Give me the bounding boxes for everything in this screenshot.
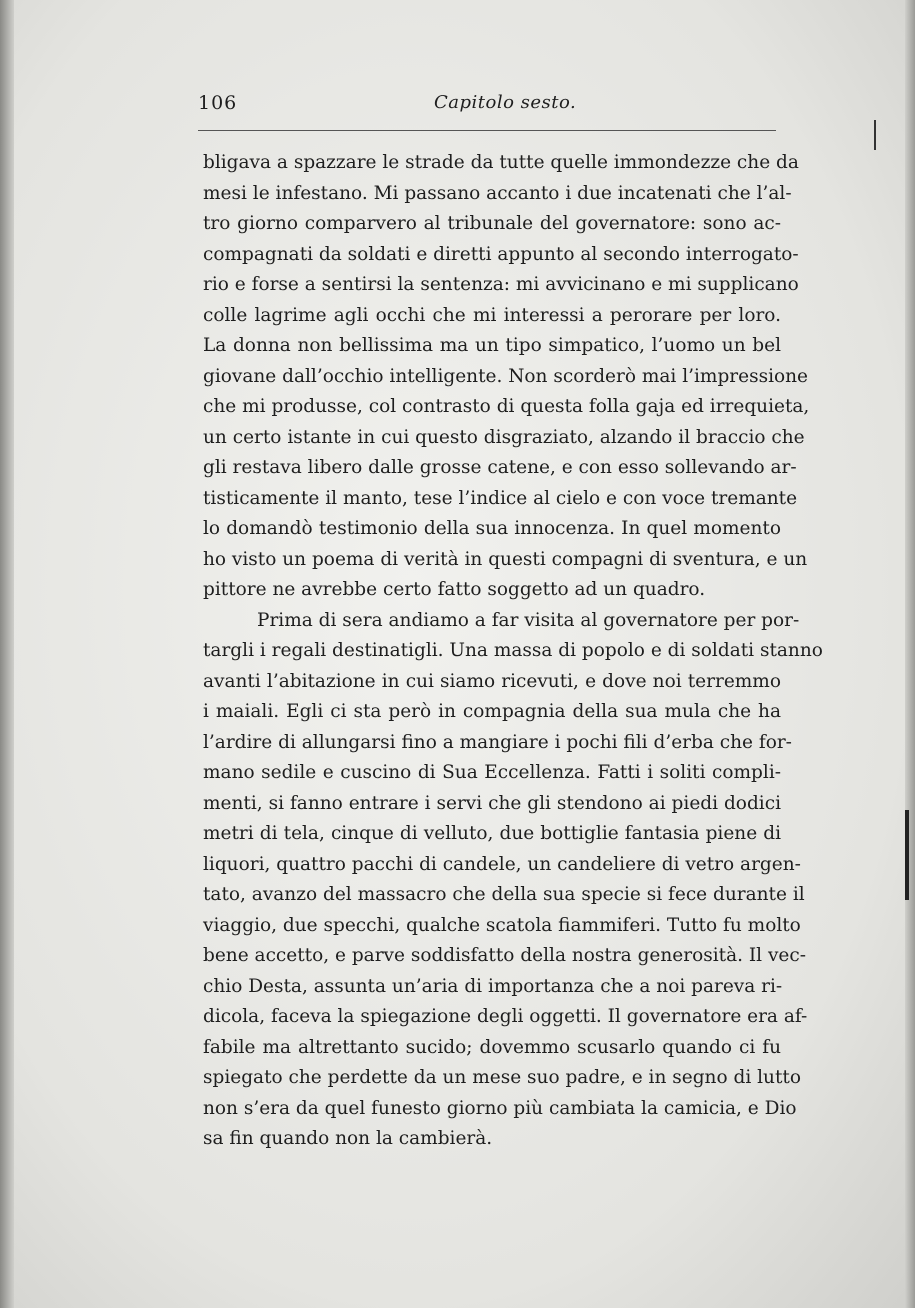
text-line: un certo istante in cui questo disgraziato, alzando il braccio che [203,426,805,448]
page-number: 106 [198,92,238,114]
text-line: gli restava libero dalle grosse catene, e con esso sollevando ar- [203,457,797,478]
text-line: ho visto un poema di verità in questi compagni di sventura, e un [203,548,808,570]
text-line: tro giorno comparvero al tribunale del governatore: sono ac- [203,213,781,234]
text-line: mano sedile e cuscino di Sua Eccellenza. Fatti i soliti compli- [203,762,781,783]
text-line: i maiali. Egli ci sta però in compagnia della sua mula che ha [203,701,781,722]
text-line: tato, avanzo del massacro che della sua specie si fece durante il [203,884,805,905]
text-line: bene accetto, e parve soddisfatto della nostra generosità. Il vec- [203,945,806,966]
text-line: colle lagrime agli occhi che mi interessi a perorare per loro. [203,304,781,326]
text-line: sa fin quando non la cambierà. [203,1128,493,1149]
paragraph [203,606,823,1155]
text-line: tisticamente il manto, tese l’indice al cielo e con voce tremante [203,487,798,509]
text-line: avanti l’abitazione in cui siamo ricevuti, e dove noi terremmo [203,670,781,692]
page-edge [905,0,915,1308]
text-line: fabile ma altrettanto sucido; dovemmo scusarlo quando ci fu [203,1036,781,1058]
text-line: rio e forse a sentirsi la sentenza: mi avvicinano e mi supplicano [203,274,799,295]
header-rule [198,130,776,131]
text-line: giovane dall’occhio intelligente. Non scorderò mai l’impressione [203,365,809,387]
text-line: bligava a spazzare le strade da tutte quelle immondezze che da [203,152,799,173]
text-line: La donna non bellissima ma un tipo simpatico, l’uomo un bel [203,335,781,356]
text-line: pittore ne avrebbe certo fatto soggetto ad un quadro. [203,579,706,600]
binding-shadow [0,0,14,1308]
text-line: Prima di sera andiamo a far visita al governatore per por- [257,609,800,631]
text-line: spiegato che perdette da un mese suo padre, e in segno di lutto [203,1067,801,1088]
text-line: mesi le infestano. Mi passano accanto i due incatenati che l’al- [203,182,792,204]
text-line: chio Desta, assunta un’aria di importanza che a noi pareva ri- [203,975,783,997]
text-line: compagnati da soldati e diretti appunto al secondo interrogato- [203,243,799,265]
body-text [203,148,823,1155]
text-line: targli i regali destinatigli. Una massa di popolo e di soldati stanno [203,640,823,661]
text-line: dicola, faceva la spiegazione degli oggetti. Il governatore era af- [203,1006,808,1027]
margin-mark [874,120,876,150]
margin-mark [905,810,909,900]
text-line: viaggio, due specchi, qualche scatola fiammiferi. Tutto fu molto [203,914,801,936]
paragraph [203,148,810,606]
text-line: non s’era da quel funesto giorno più cambiata la camicia, e Dio [203,1097,797,1119]
running-title: Capitolo sesto. [434,92,577,113]
text-line: metri di tela, cinque di velluto, due bottiglie fantasia piene di [203,823,781,844]
text-line: che mi produsse, col contrasto di questa folla gaja ed irrequieta, [203,396,810,417]
text-line: l’ardire di allungarsi fino a mangiare i pochi fili d’erba che for- [203,731,792,753]
text-line: lo domandò testimonio della sua innocenza. In quel momento [203,518,781,539]
running-header [198,92,778,122]
text-line: menti, si fanno entrare i servi che gli stendono ai piedi dodici [203,792,781,814]
text-line: liquori, quattro pacchi di candele, un candeliere di vetro argen- [203,853,801,875]
